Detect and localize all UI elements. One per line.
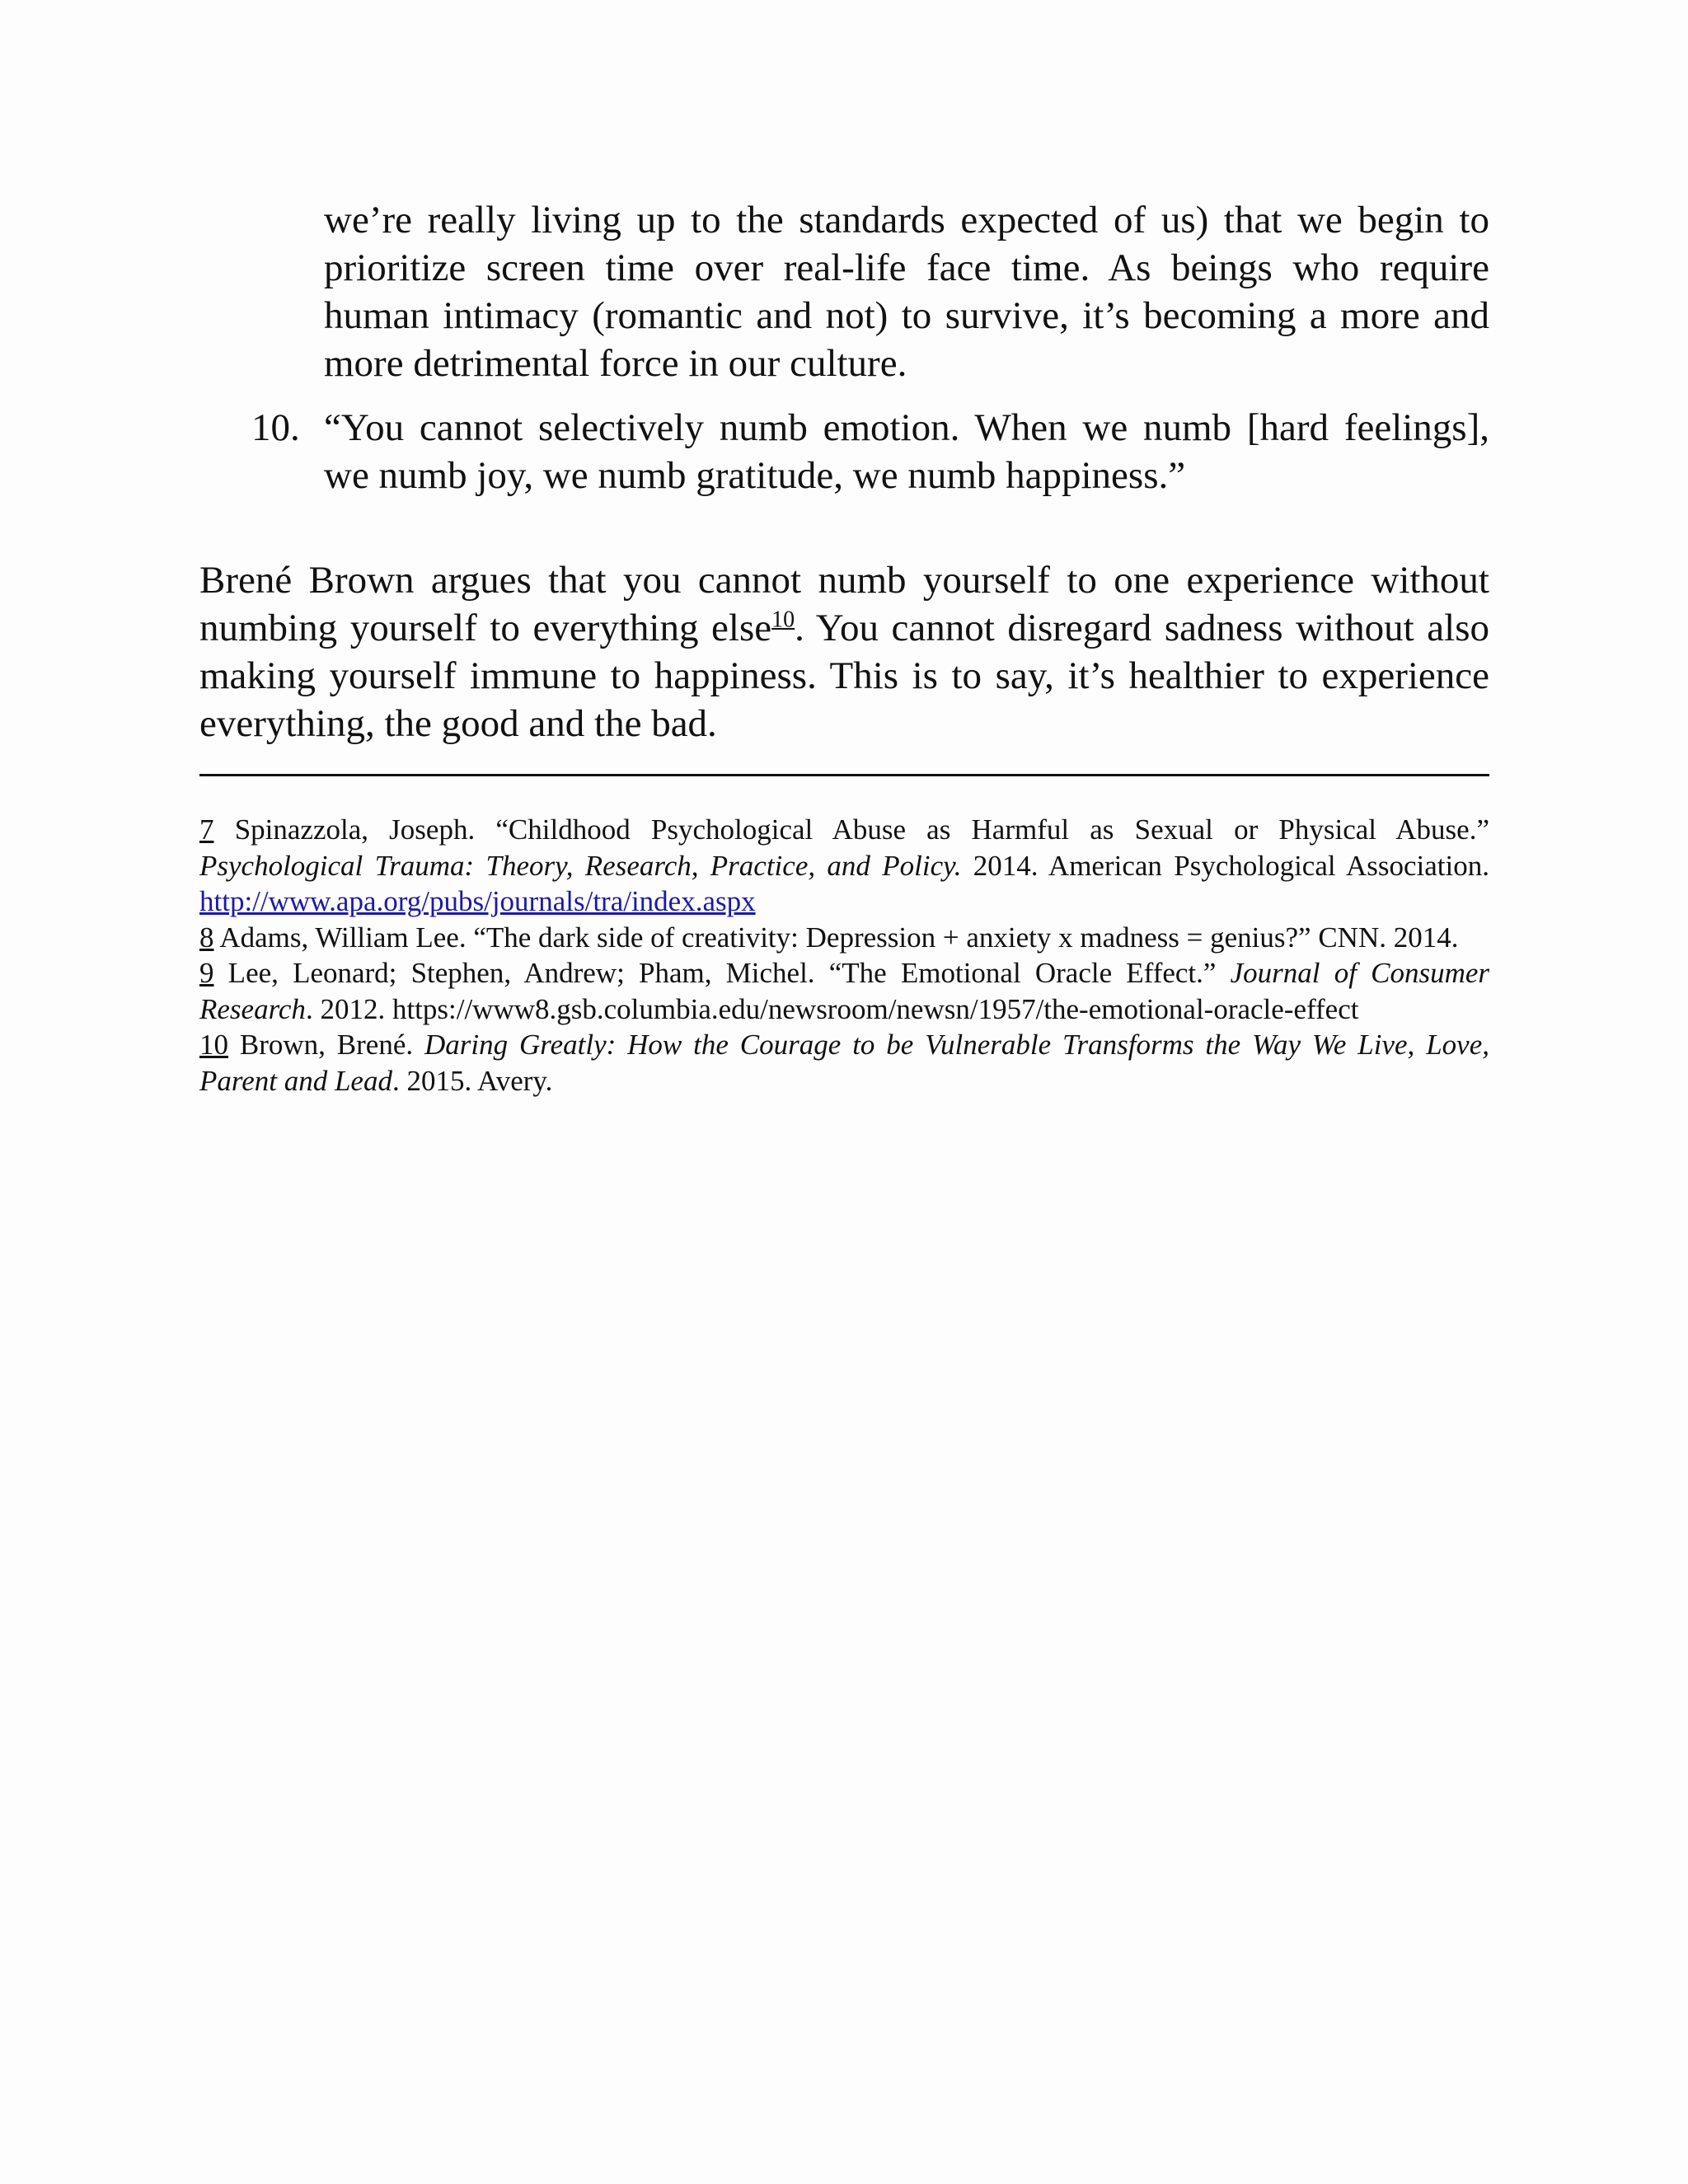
footnote-8 xyxy=(199,920,1489,956)
footnotes xyxy=(199,812,1489,1099)
list-text: “You cannot selectively numb emotion. When we numb [hard feelings], we numb joy, we numb gratitude, we numb happiness.” xyxy=(324,406,1489,497)
footnote-text: 2014. American Psychological Association. xyxy=(961,849,1489,882)
footnote-link[interactable]: http://www.apa.org/pubs/journals/tra/index.aspx xyxy=(199,885,756,917)
footnote-number[interactable]: 9 xyxy=(199,957,214,989)
footnote-text: Lee, Leonard; Stephen, Andrew; Pham, Michel. “The Emotional Oracle Effect.” xyxy=(213,957,1231,989)
body-paragraph xyxy=(199,556,1489,748)
footnote-number[interactable]: 10 xyxy=(199,1029,228,1061)
footnote-text: Spinazzola, Joseph. “Childhood Psychological Abuse as Harmful as Sexual or Physical Abuse.” xyxy=(213,813,1489,846)
footnote-number[interactable]: 7 xyxy=(199,813,214,846)
footnote-journal: Psychological Trauma: Theory, Research, Practice, and Policy. xyxy=(199,849,962,882)
footnote-text: . 2015. Avery. xyxy=(392,1064,553,1097)
footnote-10 xyxy=(199,1027,1489,1099)
footnote-book-title: Daring Greatly: How the Courage to be Vulnerable Transforms the Way We Live, Love, Parent and Lead xyxy=(199,1029,1489,1097)
footnote-9 xyxy=(199,955,1489,1027)
footnote-text: . 2012. https://www8.gsb.columbia.edu/newsroom/newsn/1957/the-emotional-oracle-effect xyxy=(305,992,1359,1025)
paragraph-text: . You cannot disregard sadness without also making yourself immune to happiness. This is to say, it’s healthier to experience everything, the good and the bad. xyxy=(199,607,1489,745)
footnote-number[interactable]: 8 xyxy=(199,921,214,954)
list-number: 10. xyxy=(251,406,300,449)
footnote-reference[interactable]: 10 xyxy=(771,607,795,633)
footnote-7 xyxy=(199,812,1489,920)
footnote-text: Adams, William Lee. “The dark side of creativity: Depression + anxiety x madness = genius?” CNN. 2014. xyxy=(213,921,1459,954)
list-item-continuation: we’re really living up to the standards expected of us) that we begin to prioritize screen time over real-life face time. As beings who require human intimacy (romantic and not) to survive, it’s becoming a more and more detrimental force in our culture. xyxy=(324,199,1489,385)
footnote-journal: Journal of Consumer Research xyxy=(199,957,1489,1025)
footnote-separator xyxy=(199,774,1489,776)
footnote-text: Brown, Brené. xyxy=(228,1029,424,1061)
paragraph-text: Brené Brown argues that you cannot numb yourself to one experience without numbing yourself to everything else xyxy=(199,559,1489,649)
